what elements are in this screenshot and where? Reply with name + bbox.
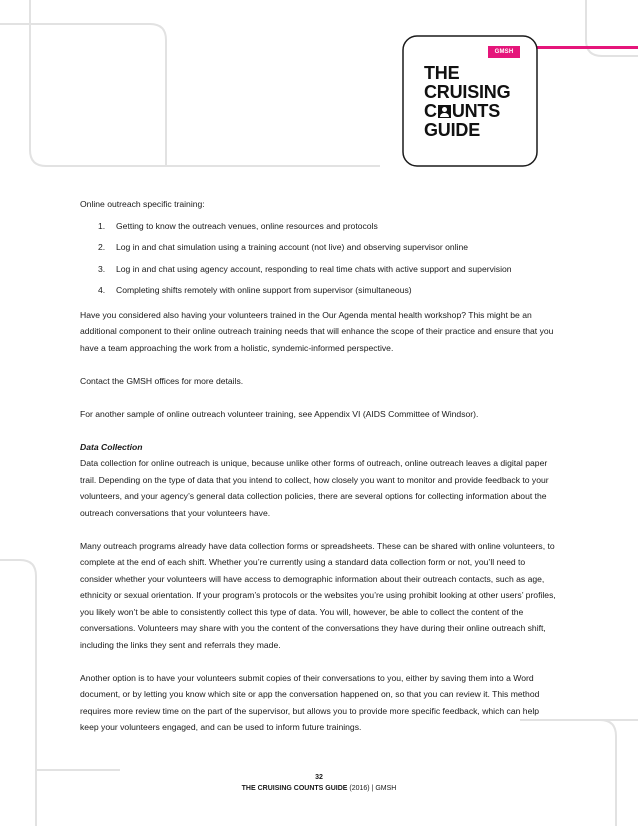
workshop-paragraph: Have you considered also having your volunteers trained in the Our Agenda mental health workshop? This might be an additional component to their online outreach training needs that will enhance the scope of their practice and ensure that you have a team approaching the work from a holistic, syndemic-informed perspective. bbox=[80, 309, 554, 353]
logo-line-4: GUIDE bbox=[424, 120, 481, 140]
training-intro: Online outreach specific training: bbox=[80, 199, 205, 209]
list-item: 1. Getting to know the outreach venues, online resources and protocols bbox=[98, 220, 378, 231]
data-collection-paragraph-1: Data collection for online outreach is unique, because unlike other forms of outreach, online outreach leaves a digital paper trail. Depending on the type of data that you intend to collect, how closely you want to monitor and provide feedback to your volunteers, and your agency’s general data collection policies, there are several options for collecting information about the outreach conversations that your volunteers have. bbox=[80, 458, 549, 518]
logo-line-1: THE bbox=[424, 63, 460, 83]
list-item: 2. Log in and chat simulation using a training account (not live) and observing supervisor online bbox=[98, 242, 469, 252]
logo-line-2: CRUISING bbox=[424, 82, 511, 102]
data-collection-paragraph-3: Another option is to have your volunteers submit copies of their conversations to you, either by saving them into a Word document, or by letting you know which site or app the conversation happened on, so that you can review it. This method requires more review time on the part of the supervisor, but allows you to provide more specific feedback, which can help keep your volunteers engaged, and can be used to inform future trainings. bbox=[80, 672, 540, 732]
list-item: 3. Log in and chat using agency account, responding to real time chats with active support and supervision bbox=[98, 263, 512, 274]
page-body bbox=[80, 196, 558, 752]
data-collection-heading: Data Collection bbox=[80, 441, 143, 452]
data-collection-paragraph-2: Many outreach programs already have data collection forms or spreadsheets. These can be shared with online volunteers, to complete at the end of each shift. Whether you’re currently using a standard data collection form or not, you’ll need to consider whether your volunteers will have access to demographic information about their outreach contacts, such as age, ethnicity or sexual orientation. If your program’s protocols or the websites you’re using prohibit looking at other users’ profiles, you likely won’t be able to consistently collect this type of data. You will, however, be able to collect the content of the conversations. Volunteers may share with you the content of the conversations they have during their online outreach shift, including the links they sent and referrals they made. bbox=[80, 540, 556, 650]
page-number: 32 bbox=[315, 774, 323, 781]
cruising-counts-logo bbox=[404, 36, 538, 166]
training-steps-list bbox=[80, 218, 558, 299]
logo-line-3: C UNTS bbox=[424, 101, 501, 121]
footer-credit: THE CRUISING COUNTS GUIDE (2016) | GMSH bbox=[241, 785, 397, 792]
person-icon bbox=[438, 105, 451, 118]
list-item: 4. Completing shifts remotely with online support from supervisor (simultaneous) bbox=[98, 285, 412, 295]
sample-paragraph: For another sample of online outreach volunteer training, see Appendix VI (AIDS Committee of Windsor). bbox=[80, 408, 479, 419]
contact-paragraph: Contact the GMSH offices for more details. bbox=[80, 375, 244, 386]
gmsh-badge: GMSH bbox=[488, 46, 520, 58]
